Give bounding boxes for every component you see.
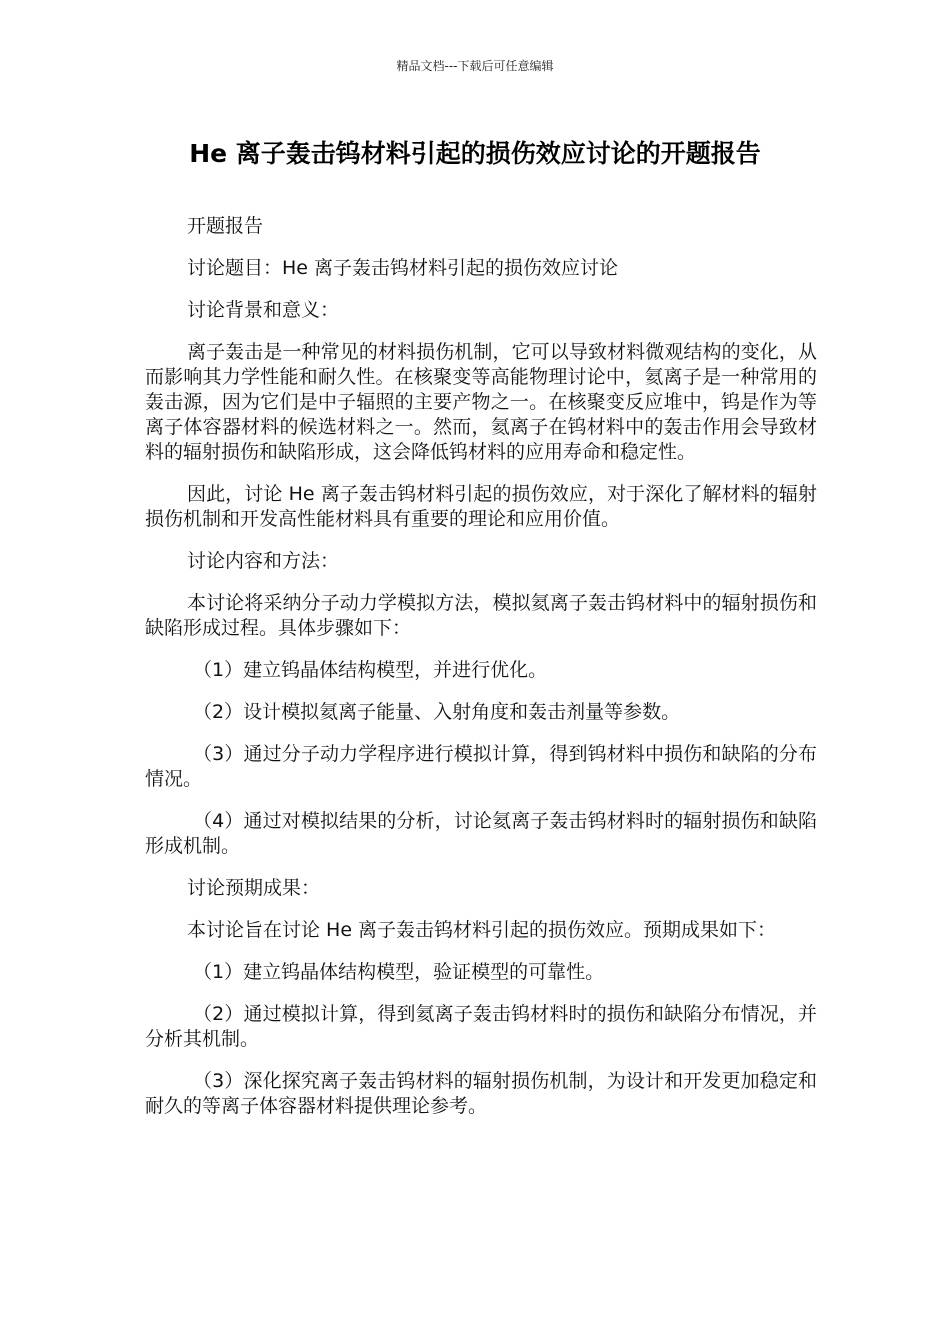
background-paragraph: 离子轰击是一种常见的材料损伤机制，它可以导致材料微观结构的变化，从而影响其力学性能和耐久性。在核聚变等高能物理讨论中，氦离子是一种常用的轰击源，因为它们是中子辐照的主要产物之一。在核聚变反应堆中，钨是作为等离子体容器材料的候选材料之一。然而，氦离子在钨材料中的轰击作用会导致材料的辐射损伤和缺陷形成，这会降低钨材料的应用寿命和稳定性。 bbox=[145, 341, 817, 463]
document-title: He 离子轰击钨材料引起的损伤效应讨论的开题报告 bbox=[189, 139, 761, 168]
method-step-1: （1）建立钨晶体结构模型，并进行优化。 bbox=[193, 659, 548, 681]
section-heading-background: 讨论背景和意义： bbox=[187, 299, 340, 321]
outcomes-intro-paragraph: 本讨论旨在讨论 He 离子轰击钨材料引起的损伤效应。预期成果如下： bbox=[187, 919, 777, 941]
document-body bbox=[145, 214, 817, 1136]
topic-line: 讨论题目：He 离子轰击钨材料引起的损伤效应讨论 bbox=[187, 257, 619, 279]
section-heading-methods: 讨论内容和方法： bbox=[187, 550, 340, 572]
method-step-3: （3）通过分子动力学程序进行模拟计算，得到钨材料中损伤和缺陷的分布情况。 bbox=[145, 743, 817, 790]
page-header: 精品文档---下载后可任意编辑 bbox=[396, 59, 554, 73]
outcome-item-1: （1）建立钨晶体结构模型，验证模型的可靠性。 bbox=[193, 961, 605, 983]
method-step-4: （4）通过对模拟结果的分析，讨论氦离子轰击钨材料时的辐射损伤和缺陷形成机制。 bbox=[145, 810, 817, 857]
report-label: 开题报告 bbox=[187, 215, 264, 237]
methods-intro-paragraph: 本讨论将采纳分子动力学模拟方法，模拟氦离子轰击钨材料中的辐射损伤和缺陷形成过程。具体步骤如下： bbox=[145, 592, 817, 639]
outcome-item-2: （2）通过模拟计算，得到氦离子轰击钨材料时的损伤和缺陷分布情况，并分析其机制。 bbox=[145, 1003, 817, 1050]
method-step-2: （2）设计模拟氦离子能量、入射角度和轰击剂量等参数。 bbox=[193, 701, 681, 723]
outcome-item-3: （3）深化探究离子轰击钨材料的辐射损伤机制，为设计和开发更加稳定和耐久的等离子体容器材料提供理论参考。 bbox=[145, 1070, 817, 1117]
section-heading-outcomes: 讨论预期成果： bbox=[187, 877, 321, 899]
significance-paragraph: 因此，讨论 He 离子轰击钨材料引起的损伤效应，对于深化了解材料的辐射损伤机制和开发高性能材料具有重要的理论和应用价值。 bbox=[145, 483, 817, 530]
